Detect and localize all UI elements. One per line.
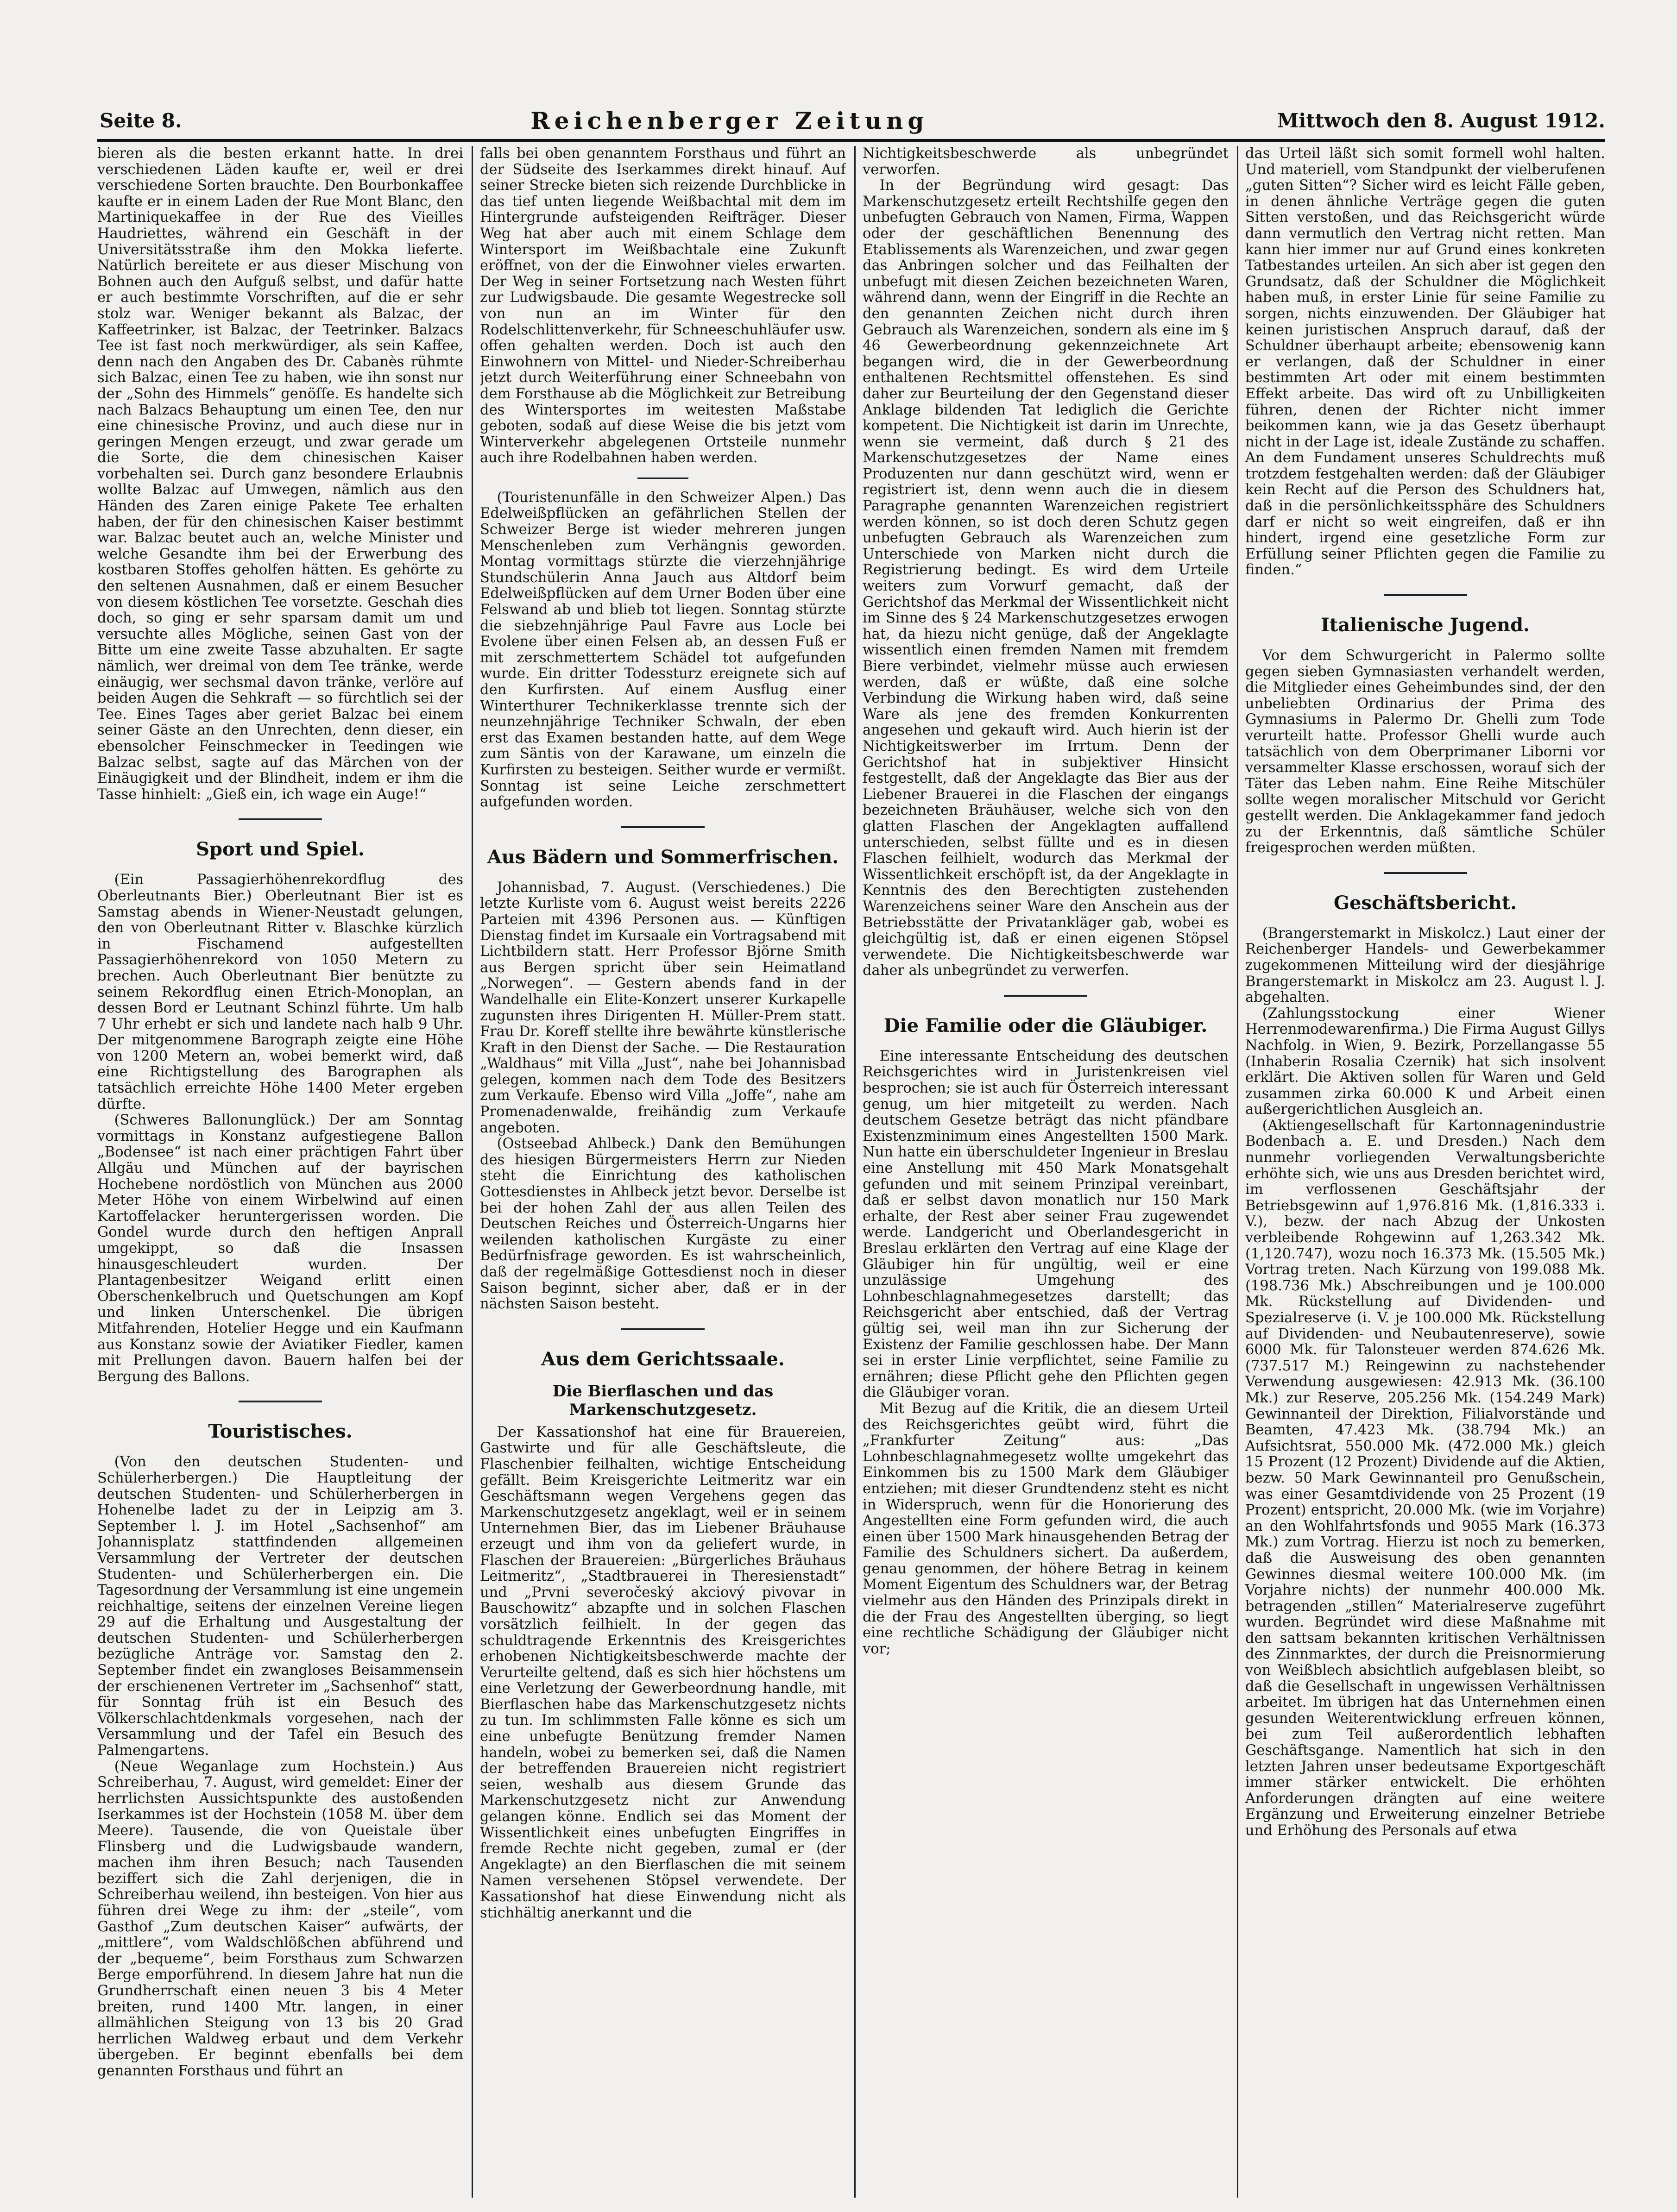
section-heading: Die Familie oder die Gläubiger. (883, 1014, 1208, 1037)
column-1 (97, 146, 463, 2198)
column-divider (472, 146, 473, 2198)
header-rule (97, 139, 1605, 142)
section-heading: Aus dem Gerichtssaale. (541, 1348, 785, 1370)
column-divider (1237, 146, 1238, 2198)
article-columns (97, 146, 1605, 2198)
article-paragraph: Der Kassationshof hat eine für Brauereien, Gastwirte und für alle Geschäftsleute, die Flaschenbier feilhalten, wichtige Entscheidung gefällt. Beim Kreisgerichte Leitmeritz war ein Geschäftsmann wegen Vergehens gegen das Markenschutzgesetz angeklagt, weil er in seinem Unternehmen Bier, das im Liebener Bräuhause erzeugt und ihm von da geliefert wurde, in Flaschen der Brauereien: „Bürgerliches Bräuhaus Leitmeritz“, „Stadtbrauerei in Theresienstadt“ und „Prvni severočeský akciový pivovar in Bauschowitz“ abzapfte und in solchen Flaschen vorsätzlich feilhielt. In der gegen das schuldtragende Erkenntnis des Kreisgerichtes erhobenen Nichtigkeitsbeschwerde machte der Verurteilte geltend, daß es sich hier höchstens um eine Verletzung der Gewerbeordnung handle, mit Bierflaschen habe das Markenschutzgesetz nichts zu tun. Im schlimmsten Falle könne es sich um eine unbefugte Benützung fremder Namen handeln, wobei zu bemerken sei, daß die Namen der betreffenden Brauereien nicht registriert seien, weshalb aus diesem Grunde das Markenschutzgesetz nicht zur Anwendung gelangen könne. Endlich sei das Moment der Wissentlichkeit eines unbefugten Eingriffes in fremde Rechte nicht gegeben, zumal er (der Angeklagte) an den Bierflaschen die mit seinem Namen versehenen Stöpsel verwendete. Der Kassationshof hat diese Einwendung nicht als stichhältig anerkannt und die (480, 1424, 846, 1921)
page-number: Seite 8. (100, 109, 182, 132)
article-paragraph: (Aktiengesellschaft für Kartonnagenindustrie Bodenbach a. E. und Dresden.) Nach dem nunmehr vorliegenden Verwaltungsberichte erhöhte sich, wie uns aus Dresden berichtet wird, im verflossenen Geschäftsjahr der Betriebsgewinn auf 1,976.816 Mk. (1,816.333 i. V.), bezw. der nach Abzug der Unkosten verbleibende Rohgewinn auf 1,263.342 Mk. (1,120.747), wozu noch 16.373 Mk. (15.505 Mk.) Vortrag treten. Nach Kürzung von 199.088 Mk. (198.736 Mk.) Abschreibungen und je 100.000 Mk. Rückstellung auf Dividenden- und Spezialreserve (i. V. je 100.000 Mk. Rückstellung auf Dividenden- und Neubautenreserve), sowie 6000 Mk. für Talonsteuer werden 874.626 Mk. (737.517 M.) Reingewinn zu nachstehender Verwendung ausgewiesen: 42.913 Mk. (36.100 Mk.) zur Reserve, 205.256 Mk. (154.249 Mark) Gewinnanteil der Direktion, Filialvorstände und Beamten, 47.423 Mk. (38.794 Mk.) an Aufsichtsrat, 550.000 Mk. (472.000 Mk.) gleich 15 Prozent (12 Prozent) Dividende auf die Aktien, bezw. 50 Mark Gewinnanteil pro Genußschein, was einer Gesamtdividende von 25 Prozent (19 Prozent) entspricht, 20.000 Mk. (wie im Vorjahre) an den Wohlfahrtsfonds und 9055 Mark (16.373 Mk.) zum Vortrag. Hierzu ist noch zu bemerken, daß die Ausweisung des oben genannten Gewinnes diesmal weitere 100.000 Mk. (im Vorjahre nichts) der nunmehr 400.000 Mk. betragenden „stillen“ Materialreserve zugeführt wurden. Begründet wird diese Maßnahme mit den sattsam bekannten kritischen Verhältnissen des Zinnmarktes, der durch die Preisnormierung von Weißblech absichtlich aufgeblasen bleibt, so daß die Gesellschaft in ungewissen Verhältnissen arbeitet. Im übrigen hat das Unternehmen einen gesunden Weiterentwicklung erfreuen können, bei zum Teil außerordentlich lebhaften Geschäftsgange. Namentlich hat sich in den letzten Jahren unser bedeutsame Exportgeschäft immer stärker entwickelt. Die erhöhten Anforderungen drängten auf eine weitere Ergänzung und Erweiterung einzelner Betriebe und Erhöhung des Personals auf etwa (1245, 1117, 1605, 1839)
article-paragraph: falls bei oben genanntem Forsthaus und führt an der Südseite des Iserkammes direkt hinauf. Auf seiner Strecke bieten sich reizende Durchblicke in das tief unten liegende Weißbachtal mit dem im Hintergrunde aufsteigenden Reifträger. Dieser Weg hat aber auch mit einem Schlage dem Wintersport im Weißbachtale eine Zukunft eröffnet, von der die Einwohner vieles erwarten. Der Weg in seiner Fortsetzung nach Westen führt zur Ludwigsbaude. Die gesamte Wegestrecke soll von nun an im Winter für den Rodelschlittenverkehr, für Schneeschuhläufer usw. offen gehalten werden. Doch ist auch den Einwohnern von Mittel- und Nieder-Schreiberhau jetzt durch Weiterführung einer Schneebahn von dem Forsthause ab die Möglichkeit zur Betreibung des Wintersportes im weitesten Maßstabe geboten, sodaß auf diese Weise die bis jetzt vom Winterverkehr abgelegenen Ortsteile nunmehr auch ihre Rodelbahnen haben werden. (480, 146, 846, 466)
article-paragraph: das Urteil läßt sich somit formell wohl halten. Und materiell, vom Standpunkt der vielberufenen „guten Sitten“? Sicher wird es leicht Fälle geben, in denen ähnliche Verträge gegen die guten Sitten verstoßen, und das Reichsgericht würde dann vermutlich den Vertrag nicht retten. Man kann hier immer nur auf Grund eines konkreten Tatbestandes urteilen. An sich aber ist gegen den Grundsatz, daß der Schuldner die Möglichkeit haben muß, in erster Linie für seine Familie zu sorgen, nichts einzuwenden. Der Gläubiger hat keinen juristischen Anspruch darauf, daß der Schuldner überhaupt arbeite; ebensowenig kann er verlangen, daß der Schuldner in einer bestimmten Art oder mit einem bestimmten Effekt arbeite. Das wird oft zu Unbilligkeiten führen, denen der Richter nicht immer beikommen kann, wie ja das Gesetz überhaupt nicht in der Lage ist, ideale Zustände zu schaffen. An dem Fundament unseres Schuldrechts muß trotzdem festgehalten werden: daß der Gläubiger kein Recht auf die Person des Schuldners hat, daß in die persönlichkeitssphäre des Schuldners darf er nicht so weit eingreifen, daß er ihn hindert, irgend eine gesetzliche Form zur Erfüllung seiner Pflichten gegen die Familie zu finden.“ (1245, 146, 1605, 578)
article-paragraph: (Schweres Ballonunglück.) Der am Sonntag vormittags in Konstanz aufgestiegene Ballon „Bodensee“ ist nach einer prächtigen Fahrt über Allgäu und München auf der bayrischen Hochebene nordöstlich von München aus 2000 Meter Höhe von einem Wirbelwind auf einen Kartoffelacker heruntergerissen worden. Die Gondel wurde durch den heftigen Anprall umgekippt, so daß die Insassen hinausgeschleudert wurden. Der Plantagenbesitzer Weigand erlitt einen Oberschenkelbruch und Quetschungen am Kopf und linken Unterschenkel. Die übrigen Mitfahrenden, Hotelier Hegge und ein Kaufmann aus Konstanz sowie der Aviatiker Fiedler, kamen mit Prellungen davon. Bauern halfen bei der Bergung des Ballons. (97, 1112, 463, 1385)
section-separator (239, 818, 322, 820)
article-paragraph: Eine interessante Entscheidung des deutschen Reichsgerichtes wird in Juristenkreisen viel besprochen; sie ist auch für Österreich interessant genug, um hier mitgeteilt zu werden. Nach deutschem Gesetze beträgt das nicht pfändbare Existenzminimum eines Angestellten 1500 Mark. Nun hatte ein überschuldeter Ingenieur in Breslau eine Anstellung mit 450 Mark Monatsgehalt gefunden und mit seinem Prinzipal vereinbart, daß er selbst davon monatlich nur 150 Mark erhalte, der Rest aber seiner Frau zugewendet werde. Landgericht und Oberlandesgericht in Breslau erklärten den Vertrag auf eine Klage der Gläubiger hin für ungültig, weil er eine unzulässige Umgehung des Lohnbeschlagnahmegesetzes darstellt; das Reichsgericht aber entschied, daß der Vertrag gültig sei, weil man ihn zur Sicherung der Existenz der Familie geschlossen habe. Der Mann sei in erster Linie verpflichtet, seine Familie zu ernähren; diese Pflicht gehe den Pflichten gegen die Gläubiger voran. (863, 1048, 1229, 1401)
section-heading: Sport und Spiel. (196, 838, 365, 861)
article-paragraph: Johannisbad, 7. August. (Verschiedenes.) Die letzte Kurliste vom 6. August weist bereits 2226 Parteien mit 4396 Personen aus. — Künftigen Dienstag findet im Kursaale ein Vortragsabend mit Lichtbildern statt. Herr Professor Björne Smith aus Bergen spricht über sein Heimatland „Norwegen“. — Gestern abends fand in der Wandelhalle ein Elite-Konzert unserer Kurkapelle zugunsten ihres Dirigenten H. Müller-Prem statt. Frau Dr. Koreff stellte ihre bewährte künstlerische Kraft in den Dienst der Sache. — Die Restauration „Waldhaus“ mit Villa „Just“, nahe bei Johannisbad gelegen, kommen nach dem Tode des Besitzers zum Verkaufe. Ebenso wird Villa „Joffe“, nahe am Promenadenwalde, freihändig zum Verkaufe angeboten. (480, 879, 846, 1136)
article-paragraph: (Ostseebad Ahlbeck.) Dank den Bemühungen des hiesigen Bürgermeisters Herrn zur Nieden steht die Einrichtung des katholischen Gottesdienstes in Ahlbeck jetzt bevor. Derselbe ist bei der hohen Zahl der aus allen Teilen des Deutschen Reiches und Österreich-Ungarns hier weilenden katholischen Kurgäste zu einer Bedürfnisfrage geworden. Es ist wahrscheinlich, daß der regelmäßige Gottesdienst noch in dieser Saison beginnt, sicher aber, daß er in der nächsten Saison besteht. (480, 1136, 846, 1313)
article-subheading: Die Bierflaschen und das Markenschutzgesetz. (552, 1382, 774, 1419)
column-3 (863, 146, 1229, 2198)
section-heading: Italienische Jugend. (1321, 614, 1530, 636)
article-paragraph: (Touristenunfälle in den Schweizer Alpen.) Das Edelweißpflücken an gefährlichen Stellen der Schweizer Berge ist wieder mehreren jungen Menschenleben zum Verhängnis geworden. Montag vormittags stürzte die vierzehnjährige Stundschülerin Anna Jauch aus Altdorf beim Edelweißpflücken auf dem Urner Boden über eine Felswand ab und blieb tot liegen. Sonntag stürzte die siebzehnjährige Paul Favre aus Locle bei Evolene über einen Felsen ab, an dessen Fuß er mit zerschmettertem Schädel tot aufgefunden wurde. Ein dritter Todessturz ereignete sich auf den Kurfirsten. Auf einem Ausflug einer Winterthurer Technikerklasse trennte sich der neunzehnjährige Techniker Schwaln, der eben erst das Examen bestanden hatte, auf dem Wege zum Säntis von der Karawane, um einzeln die Kurfirsten zu besteigen. Seither wurde er vermißt. Sonntag ist seine Leiche zerschmettert aufgefunden worden. (480, 489, 846, 811)
section-separator (239, 1401, 322, 1402)
page-header (100, 104, 1605, 137)
column-4 (1245, 146, 1605, 2198)
article-paragraph: (Neue Weganlage zum Hochstein.) Aus Schreiberhau, 7. August, wird gemeldet: Einer der herrlichsten Aussichtspunkte des austoßenden Iserkammes ist der Hochstein (1058 M. über dem Meere). Tausende, die von Queistale über Flinsberg und die Ludwigsbaude wandern, machen ihm ihren Besuch; nach Tausenden beziffert sich die Zahl derjenigen, die in Schreiberhau weilend, ihn besteigen. Von hier aus führen drei Wege zu ihm: der „steile“, vom Gasthof „Zum deutschen Kaiser“ aufwärts, der „mittlere“, vom Waldschlößchen abführend und der „bequeme“, beim Forsthaus zum Schwarzen Berge emporführend. In diesem Jahre hat nun die Grundherrschaft einen neuen 3 bis 4 Meter breiten, rund 1400 Mtr. langen, in einer allmählichen Steigung von 13 bis 20 Grad herrlichen Waldweg erbaut und dem Verkehr übergeben. Er beginnt ebenfalls bei dem genannten Forsthaus und führt an (97, 1758, 463, 2079)
newspaper-title: Reichenberger Zeitung (530, 107, 929, 134)
article-paragraph: (Zahlungsstockung einer Wiener Herrenmodewarenfirma.) Die Firma August Gillys Nachfolg. in Wien, 9. Bezirk, Porzellangasse 55 (Inhaberin Rosalia Czernik) hat sich insolvent erklärt. Die Aktiven sollen für Waren und Geld zusammen zirka 60.000 K und Arbeit einen außergerichtlichen Ausgleich an. (1245, 1005, 1605, 1118)
article-paragraph: Vor dem Schwurgericht in Palermo sollte gegen sieben Gymnasiasten verhandelt werden, die Mitglieder eines Geheimbundes sind, der den unbeliebten Ordinarius der Prima des Gymnasiums in Palermo Dr. Ghelli zum Tode verurteilt hatte. Professor Ghelli wurde auch tatsächlich von dem Oberprimaner Liborni vor versammelter Klasse erschossen, worauf sich der Täter das Leben nahm. Eine Reihe Mitschüler sollte wegen moralischer Mitschuld vor Gericht gestellt werden. Die Anklagekammer fand jedoch zu der Erkenntnis, daß sämtliche Schüler freigesprochen werden müßten. (1245, 647, 1605, 856)
section-heading: Touristisches. (208, 1420, 353, 1443)
section-separator (621, 826, 705, 828)
section-separator (1004, 995, 1087, 997)
section-separator (637, 478, 688, 479)
article-paragraph: In der Begründung wird gesagt: Das Markenschutzgesetz erteilt Rechtshilfe gegen den unbefugten Gebrauch von Namen, Firma, Wappen oder der geschäftlichen Benennung des Etablissements als Warenzeichen, und zwar gegen das Anbringen solcher und das Feilhalten der unbefugt mit diesen Zeichen bezeichneten Waren, während dann, wenn der Eingriff in die Rechte an den genannten Zeichen nicht durch ihren Gebrauch als Warenzeichen, sondern als eine im § 46 Gewerbeordnung gekennzeichnete Art begangen wird, die in der Gewerbeordnung enthaltenen Rechtsmittel offenstehen. Es sind daher zur Beurteilung der den Gegenstand dieser Anklage bildenden Tat lediglich die Gerichte kompetent. Die Nichtigkeit ist darin im Unrechte, wenn sie vermeint, daß durch § 21 des Markenschutzgesetzes der Name eines Produzenten nur dann geschützt wird, wenn er registriert ist, denn wenn auch die in diesem Paragraphe genannten Warenzeichen registriert werden können, so ist doch deren Schutz gegen unbefugten Gebrauch als Warenzeichen zum Unterschiede von Marken nicht durch die Registrierung bedingt. Es wird dem Urteile weiters zum Vorwurf gemacht, daß der Gerichtshof das Merkmal der Wissentlichkeit nicht im Sinne des § 24 Markenschutzgesetzes erwogen hat, da hiezu nicht genüge, daß der Angeklagte wissentlich einen fremden Namen mit fremdem Biere verbindet, vielmehr müsse auch erwiesen werden, daß er wüßte, daß eine solche Verbindung die Wirkung haben wird, daß seine Ware als jene des fremden Konkurrenten angesehen und gekauft wird. Auch hierin ist der Nichtigkeitswerber im Irrtum. Denn der Gerichtshof hat in subjektiver Hinsicht festgestellt, daß der Angeklagte das Bier aus der Liebener Brauerei in die Flaschen der eingangs bezeichneten Bräuhäuser, welche sich von den glatten Flaschen der Angeklagten auffallend unterschieden, selbst füllte und es in diesen Flaschen feilhielt, wodurch das Merkmal der Wissentlichkeit erschöpft ist, da der Angeklagte in Kenntnis des den Berechtigten zustehenden Warenzeichens seiner Ware den Anschein aus der Betriebsstätte der Privatankläger gab, wobei es gleichgültig ist, daß er einen eigenen Stöpsel verwendete. Die Nichtigkeitsbeschwerde war daher als unbegründet zu verwerfen. (863, 177, 1229, 979)
article-paragraph: (Brangerstemarkt in Miskolcz.) Laut einer der Reichenberger Handels- und Gewerbekammer zugekommenen Mitteilung wird der diesjährige Brangerstemarkt in Miskolcz am 23. August l. J. abgehalten. (1245, 925, 1605, 1006)
section-heading: Geschäftsbericht. (1333, 892, 1517, 914)
section-separator (1384, 594, 1467, 596)
section-separator (1384, 872, 1467, 874)
article-paragraph: (Von den deutschen Studenten- und Schülerherbergen.) Die Hauptleitung der deutschen Studenten- und Schülerherbergen in Hohenelbe ladet zu der in Leipzig am 3. September l. J. im Hotel „Sachsenhof“ am Johannisplatz stattfindenden allgemeinen Versammlung der Vertreter der deutschen Studenten- und Schülerherbergen ein. Die Tagesordnung der Versammlung ist eine ungemein reichhaltige, seitens der einzelnen Vereine liegen 29 auf die Erhaltung und Ausgestaltung der deutschen Studenten- und Schülerherbergen bezügliche Anträge vor. Samstag den 2. September findet ein zwangloses Beisammensein der erschienenen Vertreter im „Sachsenhof“ statt, für Sonntag früh ist ein Besuch des Völkerschlachtdenkmals vorgesehen, nach der Versammlung und der Tafel ein Besuch des Palmengartens. (97, 1454, 463, 1759)
section-separator (621, 1328, 705, 1330)
article-paragraph: Nichtigkeitsbeschwerde als unbegründet verworfen. (863, 146, 1229, 178)
article-paragraph: Mit Bezug auf die Kritik, die an diesem Urteil des Reichsgerichtes geübt wird, führt die „Frankfurter Zeitung“ aus: „Das Lohnbeschlagnahmegesetz wollte umgekehrt das Einkommen bis zu 1500 Mark dem Gläubiger entziehen; mit dieser Grundtendenz steht es nicht in Widerspruch, wenn für die Honorierung des Angestellten eine Form gefunden wird, die auch einen über 1500 Mark hinausgehenden Betrag der Familie des Schuldners sichert. Da außerdem, genau genommen, der höhere Betrag in keinem Moment Eigentum des Schuldners war, der Betrag vielmehr aus den Händen des Prinzipals direkt in die der Frau des Angestellten überging, so liegt eine rechtliche Schädigung der Gläubiger nicht vor; (863, 1400, 1229, 1657)
issue-date: Mittwoch den 8. August 1912. (1277, 109, 1605, 132)
section-heading: Aus Bädern und Sommerfrischen. (487, 846, 839, 868)
column-divider (854, 146, 856, 2198)
column-2 (480, 146, 846, 2198)
article-paragraph: (Ein Passagierhöhenrekordflug des Oberleutnants Bier.) Oberleutnant Bier ist es Samstag abends in Wiener-Neustadt gelungen, den von Oberleutnant Ritter v. Blaschke kürzlich in Fischamend aufgestellten Passagierhöhenrekord von 1050 Metern zu brechen. Auch Oberleutnant Bier benützte zu seinem Rekordflug einen Etrich-Monoplan, an dessen Bord er Leutnant Schinzl führte. Um halb 7 Uhr erhebt er sich und landete nach halb 9 Uhr. Der mitgenommene Barograph zeigte eine Höhe von 1200 Metern an, wobei bemerkt wird, daß eine Richtigstellung des Barographen als tatsächlich erreichte Höhe 1400 Meter ergeben dürfte. (97, 872, 463, 1112)
article-paragraph: bieren als die besten erkannt hatte. In drei verschiedenen Läden kaufte er, weil er drei verschiedene Sorten brauchte. Den Bourbonkaffee kaufte er in einem Laden der Rue Mont Blanc, den Martiniquekaffee in der Rue des Vieilles Haudriettes, während ein Geschäft in der Universitätsstraße ihm den Mokka lieferte. Natürlich bereitete er aus dieser Mischung von Bohnen auch den Aufguß selbst, und dafür hatte er auch bestimmte Vorschriften, auf die er sehr stolz war. Weniger bekannt als Balzac, der Kaffeetrinker, ist Balzac, der Teetrinker. Balzacs Tee ist fast noch merkwürdiger, als sein Kaffee, denn nach den Angaben des Dr. Cabanès rühmte sich Balzac, einen Tee zu haben, wie ihn sonst nur der „Sohn des Himmels“ genöſſe. Es handelte sich nach Balzacs Behauptung um einen Tee, den nur eine chinesische Provinz, und auch diese nur in geringen Mengen erzeugt, und zwar gerade um die Sorte, die dem chinesischen Kaiser vorbehalten sei. Durch ganz besondere Erlaubnis wollte Balzac auf Umwegen, nämlich aus den Händen des Zaren einige Pakete Tee erhalten haben, der für den chinesischen Kaiser bestimmt war. Balzac beutet auch an, welche Minister und welche Gesandte ihm bei der Erwerbung des kostbaren Stoffes geholfen hätten. Es gehörte zu den seltenen Ausnahmen, daß er einem Besucher von diesem köstlichen Tee vorsetzte. Geschah dies doch, so ging er sehr sparsam damit um und versuchte alles Mögliche, seinen Gast von der Bitte um eine zweite Tasse abzuhalten. Er sagte nämlich, wer dreimal von dem Tee tränke, werde einäugig, wer sechsmal davon tränke, verlöre auf beiden Augen die Sehkraft — so fürchtlich sei der Tee. Eines Tages aber geriet Balzac bei einem seiner Gäste an den Unrechten, denn dieser, ein ebensolcher Feinschmecker in Teedingen wie Balzac selbst, sagte auf das Märchen von der Einäugigkeit und der Blindheit, indem er ihm die Tasse hinhielt: „Gieß ein, ich wage ein Auge!“ (97, 146, 463, 803)
